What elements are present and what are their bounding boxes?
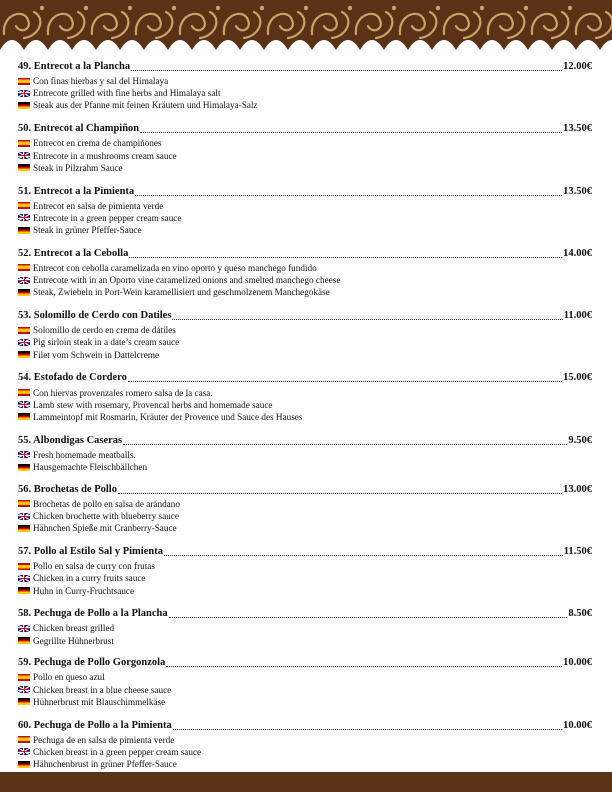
menu-item xyxy=(18,718,592,780)
translation-line xyxy=(18,449,592,461)
translation-line xyxy=(18,162,592,174)
menu-item-header xyxy=(18,246,592,262)
translation-line xyxy=(18,137,592,149)
dish-name: 57. Pollo al Estilo Sal y Pimienta xyxy=(18,546,163,558)
description-text: Hähnchen Spieße mit Cranberry-Sauce xyxy=(33,523,177,534)
translation-line xyxy=(18,560,592,572)
description-text: Solomillo de cerdo en crema de dátiles xyxy=(33,325,176,336)
menu-item-header xyxy=(18,59,592,75)
ornament-dot xyxy=(480,6,484,10)
uk-flag-icon xyxy=(18,214,30,221)
translation-line xyxy=(18,522,592,534)
german-flag-icon xyxy=(18,464,30,471)
description-text: Con finas hierbas y sal del Himalaya xyxy=(33,76,169,87)
dot-leader xyxy=(131,70,562,71)
translation-line xyxy=(18,399,592,411)
spanish-flag-icon xyxy=(18,736,30,743)
dot-leader xyxy=(128,381,562,382)
description-text: Hühnerbrust mit Blauschimmelkäse xyxy=(33,696,166,707)
translation-line xyxy=(18,510,592,522)
german-flag-icon xyxy=(18,525,30,532)
description-text: Lamb stew with rosemary, Provencal herbs and homemade sauce xyxy=(33,399,273,410)
spanish-flag-icon xyxy=(18,500,30,507)
german-flag-icon xyxy=(18,289,30,296)
translation-line xyxy=(18,224,592,236)
dish-name: 53. Solomillo de Cerdo con Datiles xyxy=(18,310,172,322)
ornament-dot xyxy=(216,6,220,10)
scroll-curl xyxy=(92,12,128,38)
menu-item-header xyxy=(18,482,592,498)
description-text: Pollo en queso azul xyxy=(33,672,105,683)
description-text: Steak, Zwiebeln in Port-Wein karamellisiert und geschmolzenem Manchegokäse xyxy=(33,287,330,298)
dish-name: 59. Pechuga de Pollo Gorgonzola xyxy=(18,657,166,669)
dish-price: 13.00€ xyxy=(563,483,592,495)
scalloped-edge xyxy=(0,40,612,50)
menu-item xyxy=(18,308,592,370)
dish-name: 50. Entrecot al Champiñon xyxy=(18,123,140,135)
scroll-curl xyxy=(48,12,84,38)
dish-name: 54. Estofado de Cordero xyxy=(18,372,127,384)
uk-flag-icon xyxy=(18,152,30,159)
description-text: Fresh homemade meatballs. xyxy=(33,449,136,460)
dot-leader xyxy=(135,195,562,196)
spanish-flag-icon xyxy=(18,202,30,209)
description-text: Lammeintopf mit Rosmarin, Kräuter der Provence und Sauce des Hauses xyxy=(33,411,303,422)
german-flag-icon xyxy=(18,351,30,358)
menu-item xyxy=(18,433,592,482)
description-text: Hausgemachte Fleischbällchen xyxy=(33,462,148,473)
dish-price: 13.50€ xyxy=(563,185,592,197)
dish-name: 55. Albondigas Caseras xyxy=(18,434,123,446)
translation-line xyxy=(18,212,592,224)
dot-leader xyxy=(164,555,563,556)
translation-line xyxy=(18,758,592,770)
description-text: Entrecot en crema de champiñones xyxy=(33,138,162,149)
translation-line xyxy=(18,200,592,212)
spanish-flag-icon xyxy=(18,264,30,271)
description-text: Filet vom Schwein in Dattelcreme xyxy=(33,349,160,360)
dish-price: 11.50€ xyxy=(563,546,592,558)
menu-item xyxy=(18,59,592,121)
dish-price: 10.00€ xyxy=(563,719,592,731)
ornament-dot xyxy=(568,6,572,10)
translation-line xyxy=(18,734,592,746)
german-flag-icon xyxy=(18,102,30,109)
uk-flag-icon xyxy=(18,575,30,582)
translation-line xyxy=(18,149,592,161)
description-text: Entrecote grilled with fine herbs and Himalaya salt xyxy=(33,88,221,99)
menu-item xyxy=(18,184,592,246)
dish-name: 56. Brochetas de Pollo xyxy=(18,483,117,495)
description-text: Huhn in Curry-Fruchtsauce xyxy=(33,585,135,596)
menu-item-header xyxy=(18,655,592,671)
dish-name: 49. Entrecot a la Plancha xyxy=(18,61,131,72)
description-text: Con hiervas provenzales romero salsa de la casa. xyxy=(33,387,213,398)
scroll-curl xyxy=(4,12,40,38)
description-text: Chicken brochette with blueberry sauce xyxy=(33,511,179,522)
bottom-band xyxy=(0,772,612,792)
ornament-dot xyxy=(40,6,44,10)
german-flag-icon xyxy=(18,587,30,594)
dot-leader xyxy=(140,132,562,133)
scroll-curl xyxy=(444,12,480,38)
ornament-dot xyxy=(260,6,264,10)
spanish-flag-icon xyxy=(18,327,30,334)
description-text: Gegrillte Hühnerbrust xyxy=(33,635,114,646)
german-flag-icon xyxy=(18,698,30,705)
german-flag-icon xyxy=(18,227,30,234)
uk-flag-icon xyxy=(18,339,30,346)
menu-item xyxy=(18,544,592,606)
description-text: Entrecot en salsa de pimienta verde xyxy=(33,200,164,211)
scroll-curl xyxy=(400,12,436,38)
translation-line xyxy=(18,746,592,758)
translation-line xyxy=(18,622,592,634)
menu-item xyxy=(18,655,592,717)
scroll-curl xyxy=(576,12,612,38)
description-text: Chicken breast in a blue cheese sauce xyxy=(33,684,172,695)
description-text: Pig sirloin steak in a date’s cream sauce xyxy=(33,337,180,348)
translation-line xyxy=(18,584,592,596)
menu-item-header xyxy=(18,718,592,734)
scroll-curl xyxy=(224,12,260,38)
description-text: Entrecote with in an Oporto vine caramelized onions and smelted manchego cheese xyxy=(33,275,341,286)
translation-line xyxy=(18,87,592,99)
german-flag-icon xyxy=(18,413,30,420)
description-text: Chicken breast grilled xyxy=(33,623,115,634)
menu-item-header xyxy=(18,606,592,622)
dish-price: 13.50€ xyxy=(563,123,592,135)
dot-leader xyxy=(118,493,562,494)
translation-line xyxy=(18,635,592,647)
translation-line xyxy=(18,498,592,510)
translation-line xyxy=(18,99,592,111)
ornament-dot xyxy=(304,6,308,10)
menu-item xyxy=(18,121,592,183)
spanish-flag-icon xyxy=(18,389,30,396)
translation-line xyxy=(18,286,592,298)
ornament-dot xyxy=(172,6,176,10)
description-text: Pechuga de en salsa de pimienta verde xyxy=(33,734,175,745)
scroll-curl xyxy=(268,12,304,38)
translation-line xyxy=(18,572,592,584)
dish-price: 12.00€ xyxy=(563,61,592,72)
description-text: Steak in grüner Pfeffer-Sauce xyxy=(33,225,142,236)
menu-item xyxy=(18,370,592,432)
description-text: Entrecote in a mushrooms cream sauce xyxy=(33,150,177,161)
ornament-dot xyxy=(348,6,352,10)
description-text: Brochetas de pollo en salsa de arándano xyxy=(33,498,180,509)
translation-line xyxy=(18,684,592,696)
menu-item-header xyxy=(18,121,592,137)
ornament-dot xyxy=(524,6,528,10)
description-text: Entrecote in a green pepper cream sauce xyxy=(33,212,182,223)
menu-item-header xyxy=(18,544,592,560)
german-flag-icon xyxy=(18,164,30,171)
dot-leader xyxy=(172,319,562,320)
description-text: Steak in Pilzrahm Sauce xyxy=(33,162,123,173)
dish-name: 51. Entrecot a la Pimienta xyxy=(18,185,135,197)
dot-leader xyxy=(166,666,562,667)
translation-line xyxy=(18,386,592,398)
menu-item-header xyxy=(18,308,592,324)
translation-line xyxy=(18,324,592,336)
dish-price: 11.00€ xyxy=(563,310,592,322)
uk-flag-icon xyxy=(18,513,30,520)
scroll-curl xyxy=(136,12,172,38)
uk-flag-icon xyxy=(18,451,30,458)
scroll-curl xyxy=(356,12,392,38)
translation-line xyxy=(18,75,592,87)
dish-name: 60. Pechuga de Pollo a la Pimienta xyxy=(18,719,172,731)
baroque-scroll-ornament xyxy=(0,0,612,50)
menu-item-header xyxy=(18,433,592,449)
uk-flag-icon xyxy=(18,401,30,408)
translation-line xyxy=(18,411,592,423)
scroll-curl xyxy=(532,12,568,38)
menu-item xyxy=(18,246,592,308)
scroll-curl xyxy=(488,12,524,38)
dot-leader xyxy=(173,729,562,730)
german-flag-icon xyxy=(18,637,30,644)
ornament-dot xyxy=(436,6,440,10)
dot-leader xyxy=(169,617,568,618)
dot-leader xyxy=(129,257,562,258)
dish-price: 8.50€ xyxy=(568,608,592,620)
dish-name: 52. Entrecot a la Cebolla xyxy=(18,247,129,259)
menu-item xyxy=(18,606,592,655)
spanish-flag-icon xyxy=(18,674,30,681)
scroll-curl xyxy=(180,12,216,38)
uk-flag-icon xyxy=(18,625,30,632)
uk-flag-icon xyxy=(18,748,30,755)
translation-line xyxy=(18,274,592,286)
dish-name: 58. Pechuga de Pollo a la Plancha xyxy=(18,608,168,620)
ornament-dot xyxy=(392,6,396,10)
spanish-flag-icon xyxy=(18,78,30,85)
menu-item xyxy=(18,482,592,544)
ornament-dot xyxy=(84,6,88,10)
description-text: Steak aus der Pfanne mit feinen Kräutern und Himalaya-Salz xyxy=(33,100,258,111)
menu-item-header xyxy=(18,370,592,386)
translation-line xyxy=(18,461,592,473)
uk-flag-icon xyxy=(18,277,30,284)
dish-price: 9.50€ xyxy=(568,434,592,446)
description-text: Chicken breast in a green pepper cream sauce xyxy=(33,746,202,757)
translation-line xyxy=(18,671,592,683)
uk-flag-icon xyxy=(18,90,30,97)
spanish-flag-icon xyxy=(18,140,30,147)
menu-item-header xyxy=(18,184,592,200)
ornament-dot xyxy=(128,6,132,10)
dish-price: 15.00€ xyxy=(563,372,592,384)
scroll-curl xyxy=(312,12,348,38)
translation-line xyxy=(18,696,592,708)
uk-flag-icon xyxy=(18,686,30,693)
spanish-flag-icon xyxy=(18,563,30,570)
description-text: Pollo en salsa de curry con frutas xyxy=(33,561,155,572)
description-text: Chicken in a curry fruits sauce xyxy=(33,573,146,584)
top-ornament-band xyxy=(0,0,612,50)
translation-line xyxy=(18,336,592,348)
german-flag-icon xyxy=(18,761,30,768)
translation-line xyxy=(18,349,592,361)
translation-line xyxy=(18,262,592,274)
description-text: Hähnchenbrust in grüner Pfeffer-Sauce xyxy=(33,759,177,770)
dish-price: 14.00€ xyxy=(563,247,592,259)
dot-leader xyxy=(123,444,567,445)
description-text: Entrecot con cebolla caramelizada en vino oporto y queso manchego fundido xyxy=(33,262,317,273)
menu-list xyxy=(18,59,592,780)
dish-price: 10.00€ xyxy=(563,657,592,669)
